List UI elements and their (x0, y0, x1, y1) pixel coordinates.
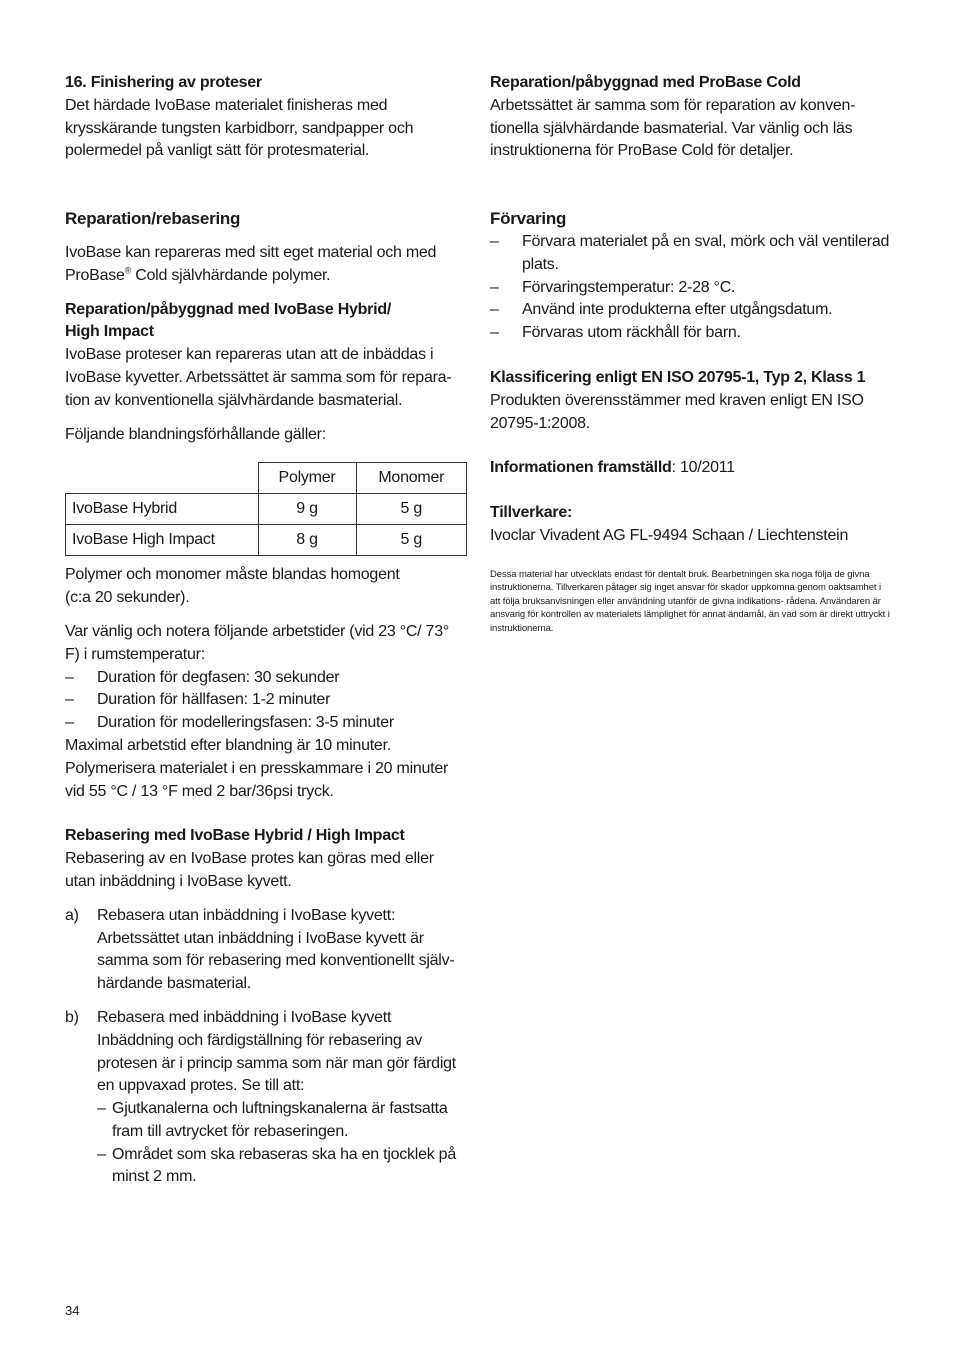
repair-heading: Reparation/rebasering (65, 209, 241, 229)
table-cell-monomer: 5 g (356, 525, 466, 556)
rebase-heading: Rebasering med IvoBase Hybrid / High Impact (65, 827, 405, 845)
manufacturer-heading: Tillverkare: (490, 504, 573, 522)
table-header-row (66, 463, 467, 494)
registered-mark: ® (124, 265, 132, 276)
rebase-text: Rebasering av en IvoBase protes kan göras med eller utan inbäddning i IvoBase kyvett. (65, 850, 434, 890)
mix-table (65, 462, 467, 556)
repair-text: IvoBase kan repareras med sitt eget material och med ProBase® Cold självhärdande polymer. (65, 243, 437, 284)
page-number: 34 (65, 1303, 80, 1318)
left-column (65, 72, 467, 1189)
table-cell-polymer: 9 g (258, 494, 356, 525)
list-item-b (65, 1007, 467, 1098)
right-column (490, 72, 890, 635)
item-b-label: b) (65, 1008, 79, 1026)
table-cell-polymer: 8 g (258, 525, 356, 556)
list-item: – Duration för hällfasen: 1-2 minuter (65, 689, 467, 712)
table-cell-monomer: 5 g (356, 494, 466, 525)
list-item: – Förvaras utom räckhåll för barn. (490, 322, 890, 345)
cold-repair-heading: Reparation/påbyggnad med ProBase Cold (490, 74, 801, 91)
table-cell-name: IvoBase Hybrid (66, 494, 259, 525)
work-intro: Var vänlig och notera följande arbetstider (vid 23 °C/ 73° F) i rumstemperatur: (65, 622, 449, 663)
classification-text: Produkten överensstämmer med kraven enligt EN ISO 20795-1:2008. (490, 391, 864, 432)
table-row (66, 525, 467, 556)
sub-list-item: – Området som ska rebaseras ska ha en tjocklek på minst 2 mm. (97, 1145, 456, 1186)
item-b-title: Rebasera med inbäddning i IvoBase kyvett (97, 1008, 392, 1026)
work-after: Maximal arbetstid efter blandning är 10 minuter. Polymerisera materialet i en presskammare i 20 minuter vid 55 °C / 13 °F med 2 bar/36psi tryck. (65, 736, 449, 800)
storage-heading: Förvaring (490, 209, 567, 229)
hybrid-repair-text: IvoBase proteser kan repareras utan att de inbäddas i IvoBase kyvetter. Arbetssättet är samma som för repara- tion av konventionella självhärdande basmaterial. (65, 346, 452, 409)
list-item-a (65, 905, 467, 996)
item-b-text: Inbäddning och färdigställning för rebasering av protesen är i princip samma som när man gör färdigt en uppvaxad protes. Se till att: (97, 1031, 456, 1095)
section-16-heading: 16. Finishering av proteser (65, 74, 262, 91)
table-cell-name: IvoBase High Impact (66, 525, 259, 556)
list-item: – Förvara materialet på en sval, mörk och väl ventilerad plats. (490, 231, 890, 277)
manufacturer-text: Ivoclar Vivadent AG FL-9494 Schaan / Liechtenstein (490, 526, 849, 544)
list-item: – Använd inte produkterna efter utgångsdatum. (490, 299, 890, 322)
table-header-polymer: Polymer (258, 463, 356, 494)
list-item: – Duration för modelleringsfasen: 3-5 minuter (65, 712, 467, 735)
item-a-text: Arbetssättet utan inbäddning i IvoBase kyvett är samma som för rebasering med konventionellt själv- härdande basmaterial. (97, 929, 455, 993)
list-item: – Förvaringstemperatur: 2-28 °C. (490, 277, 890, 300)
info-date: Informationen framställd: 10/2011 (490, 459, 735, 477)
item-a-label: a) (65, 906, 79, 924)
mix-note: Polymer och monomer måste blandas homogent (c:a 20 sekunder). (65, 566, 400, 607)
table-header-monomer: Monomer (356, 463, 466, 494)
table-row (66, 494, 467, 525)
section-16-text: Det härdade IvoBase materialet finisheras med krysskärande tungsten karbidborr, sandpapper och polermedel på vanligt sätt för protesmaterial. (65, 96, 414, 160)
disclaimer: Dessa material har utvecklats endast för dentalt bruk. Bearbetningen ska noga följa de givna instruktionerna. Tillverkaren påtager sig inget ansvar för skador uppkomna genom oaktsamhet i att följa bruksanvisningen eller användning utanför de givna indikations- rådena. Användaren är ansvarig för kontrollen av materialets lämplighet för annat ändamål, än vad som är direkt uttryckt i instruktionerna. (490, 568, 890, 634)
list-item: – Duration för degfasen: 30 sekunder (65, 667, 467, 690)
sub-list-item: – Gjutkanalerna och luftningskanalerna är fastsatta fram till avtrycket för rebaseringen. (97, 1100, 448, 1140)
cold-repair-text: Arbetssättet är samma som för reparation av konven- tionella självhärdande basmaterial. Var vänlig och läs instruktionerna för ProBase Cold för detaljer. (490, 96, 856, 160)
item-a-title: Rebasera utan inbäddning i IvoBase kyvett: (97, 906, 396, 924)
mix-intro: Följande blandningsförhållande gäller: (65, 425, 326, 443)
classification-heading: Klassificering enligt EN ISO 20795-1, Typ 2, Klass 1 (490, 368, 866, 386)
hybrid-repair-heading: Reparation/påbyggnad med IvoBase Hybrid/ High Impact (65, 300, 392, 341)
